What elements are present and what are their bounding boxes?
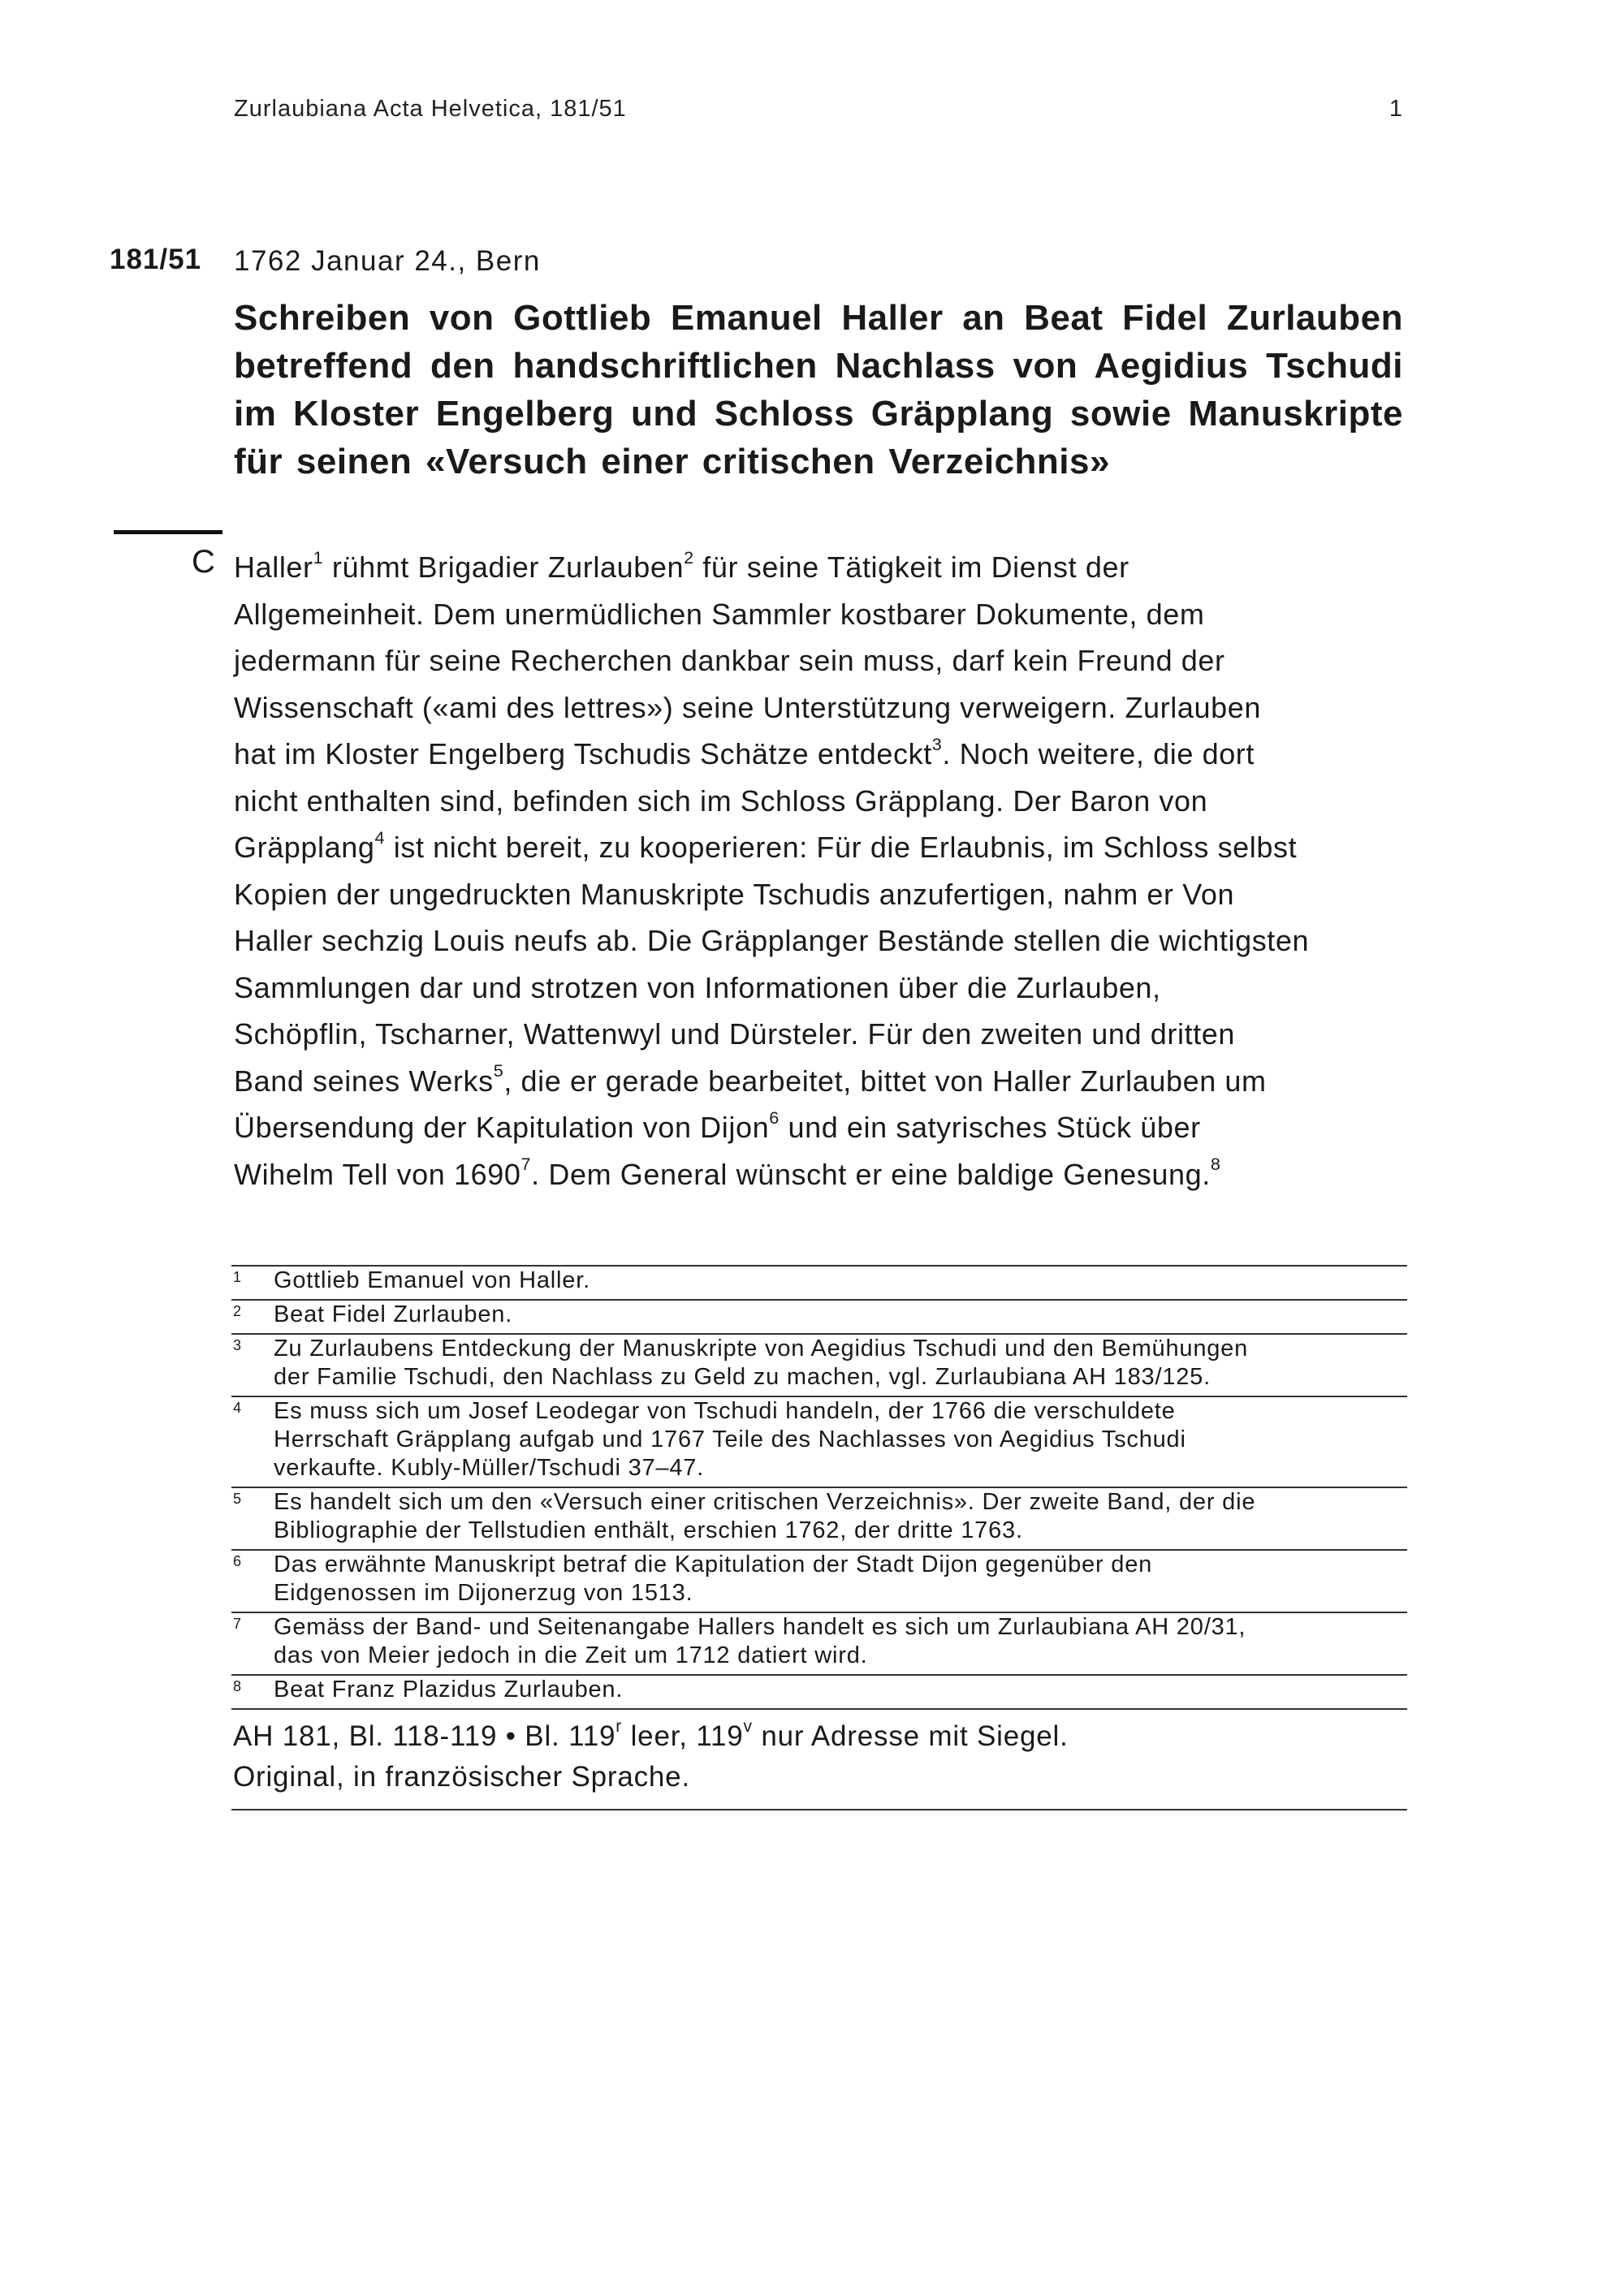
footnote-text: Gemäss der Band- und Seitenangabe Hallers handelt es sich um Zurlaubiana AH 20/31, <box>274 1614 1246 1640</box>
footnote-reference: 7 <box>520 1154 532 1175</box>
summary-text-run: Haller sechzig Louis neufs ab. Die Gräpplanger Bestände stellen die wichtigsten <box>234 924 1310 957</box>
summary-text-run: , die er gerade bearbeitet, bittet von Haller Zurlauben um <box>503 1064 1267 1098</box>
footnote-text: das von Meier jedoch in die Zeit um 1712 datiert wird. <box>274 1642 868 1668</box>
footnote <box>231 1396 1407 1487</box>
summary-text-run: Wihelm Tell von 1690 <box>234 1157 521 1191</box>
footnote-text: Es handelt sich um den «Versuch einer critischen Verzeichnis». Der zweite Band, der die <box>274 1489 1256 1515</box>
footnote-reference: 4 <box>374 826 386 848</box>
title-line: Schreiben von Gottlieb Emanuel Haller an Beat Fidel Zurlauben <box>234 298 1403 338</box>
footnote-list <box>231 1265 1407 1708</box>
footnote-text: Zu Zurlaubens Entdeckung der Manuskripte von Aegidius Tschudi und den Bemühungen <box>274 1336 1249 1362</box>
summary-text-run: für seine Tätigkeit im Dienst der <box>693 550 1129 584</box>
summary-text-run: hat im Kloster Engelberg Tschudis Schätze entdeckt <box>234 737 932 770</box>
page-number: 1 <box>1389 96 1403 122</box>
footnote-text: Gottlieb Emanuel von Haller. <box>274 1267 590 1293</box>
source-text-run: nur Adresse mit Siegel. <box>752 1720 1069 1752</box>
footnote-number: 2 <box>233 1303 242 1319</box>
footnote-reference: r <box>615 1717 623 1737</box>
footnote-text: Beat Franz Plazidus Zurlauben. <box>274 1677 624 1703</box>
summary-text-run: rühmt Brigadier Zurlauben <box>323 550 685 584</box>
running-title: Zurlaubiana Acta Helvetica, 181/51 <box>234 96 627 122</box>
footnote-number: 6 <box>233 1553 242 1569</box>
entry-title <box>234 294 1403 486</box>
footnote-text: Das erwähnte Manuskript betraf die Kapitulation der Stadt Dijon gegenüber den <box>274 1552 1153 1577</box>
summary-line <box>234 637 1403 684</box>
footnote <box>231 1612 1407 1674</box>
summary-text-run: . Noch weitere, die dort <box>942 737 1255 770</box>
summary-text-run: und ein satyrisches Stück über <box>779 1111 1201 1144</box>
footnotes <box>231 1265 1407 1810</box>
summary-line <box>234 965 1403 1012</box>
summary-text-run: nicht enthalten sind, befinden sich im Schloss Gräpplang. Der Baron von <box>234 783 1208 818</box>
entry-number: 181/51 <box>110 244 202 275</box>
footnote-reference: 2 <box>684 546 694 568</box>
footnote <box>231 1674 1407 1708</box>
summary-line <box>234 1151 1403 1198</box>
source-line <box>233 1757 1407 1798</box>
summary-line <box>234 1058 1403 1105</box>
footnote-reference: 5 <box>493 1060 504 1081</box>
footnote-reference: v <box>743 1717 753 1737</box>
summary-text-run: Band seines Werks <box>234 1064 494 1098</box>
summary-line <box>234 684 1403 732</box>
footnote-reference: 6 <box>769 1107 780 1128</box>
summary-text <box>234 544 1403 1198</box>
section-divider <box>114 530 222 534</box>
summary-text-run: Übersendung der Kapitulation von Dijon <box>234 1111 770 1144</box>
footnote-text: Herrschaft Gräpplang aufgab und 1767 Teile des Nachlasses von Aegidius Tschudi <box>274 1426 1186 1452</box>
title-line: betreffend den handschriftlichen Nachlass von Aegidius Tschudi <box>234 346 1403 386</box>
title-line: im Kloster Engelberg und Schloss Gräpplang sowie Manuskripte <box>234 394 1403 434</box>
footnote-number: 5 <box>233 1491 242 1507</box>
entry-date-place: 1762 Januar 24., Bern <box>234 245 541 277</box>
footnote <box>231 1265 1407 1299</box>
summary-line <box>234 824 1403 871</box>
summary-text-run: ist nicht bereit, zu kooperieren: Für die Erlaubnis, im Schloss selbst <box>385 831 1298 864</box>
summary-line <box>234 731 1403 778</box>
footnote-text: Es muss sich um Josef Leodegar von Tschudi handeln, der 1766 die verschuldete <box>274 1398 1176 1424</box>
summary-line <box>234 1011 1403 1058</box>
summary-marker: C <box>192 544 215 580</box>
footnote-number: 4 <box>233 1400 242 1416</box>
summary-line <box>234 544 1403 591</box>
summary-text-run: Sammlungen dar und strotzen von Informationen über die Zurlauben, <box>234 970 1161 1004</box>
summary-text-run: Kopien der ungedruckten Manuskripte Tschudis anzufertigen, nahm er Von <box>234 877 1235 911</box>
footnote-text: Bibliographie der Tellstudien enthält, erschien 1762, der dritte 1763. <box>274 1517 1023 1543</box>
footnote <box>231 1333 1407 1396</box>
footnote-text: Beat Fidel Zurlauben. <box>274 1301 513 1327</box>
footnote-text: der Familie Tschudi, den Nachlass zu Geld zu machen, vgl. Zurlaubiana AH 183/125. <box>274 1364 1211 1390</box>
footnote-text: Eidgenossen im Dijonerzug von 1513. <box>274 1580 693 1606</box>
summary-text-run: Wissenschaft («ami des lettres») seine Unterstützung verweigern. Zurlauben <box>234 690 1261 724</box>
source-text-run: AH 181, Bl. 118-119 • Bl. 119 <box>233 1720 616 1752</box>
summary-text-run: . Dem General wünscht er eine baldige Genesung. <box>531 1157 1211 1191</box>
footnote <box>231 1487 1407 1549</box>
footnote-reference: 1 <box>313 546 324 568</box>
footnote-number: 7 <box>233 1616 242 1632</box>
footnote <box>231 1299 1407 1333</box>
source-note <box>231 1708 1407 1810</box>
source-line <box>233 1716 1407 1757</box>
footnote-number: 1 <box>233 1269 242 1285</box>
summary-text-run: jedermann für seine Recherchen dankbar sein muss, darf kein Freund der <box>234 644 1225 677</box>
summary-line <box>234 917 1403 965</box>
running-header <box>234 96 1403 123</box>
footnote-number: 8 <box>233 1678 242 1694</box>
summary-line <box>234 778 1403 825</box>
footnote-text: verkaufte. Kubly-Müller/Tschudi 37–47. <box>274 1455 705 1481</box>
source-text-run: leer, 119 <box>622 1720 744 1752</box>
summary-line <box>234 871 1403 918</box>
summary-text-run: Gräpplang <box>234 831 375 864</box>
summary-text-run: Schöpflin, Tscharner, Wattenwyl und Dürsteler. Für den zweiten und dritten <box>234 1017 1236 1051</box>
footnote-number: 3 <box>233 1337 242 1353</box>
summary-text-run: Allgemeinheit. Dem unermüdlichen Sammler kostbarer Dokumente, dem <box>234 597 1205 631</box>
summary-line <box>234 591 1403 638</box>
source-text-run: Original, in französischer Sprache. <box>233 1761 690 1793</box>
summary-line <box>234 1104 1403 1151</box>
footnote-reference: 3 <box>931 733 943 754</box>
footnote <box>231 1549 1407 1612</box>
title-line: für seinen «Versuch einer critischen Verzeichnis» <box>234 442 1110 481</box>
footnote-reference: 8 <box>1210 1154 1221 1175</box>
summary-text-run: Haller <box>234 550 313 584</box>
